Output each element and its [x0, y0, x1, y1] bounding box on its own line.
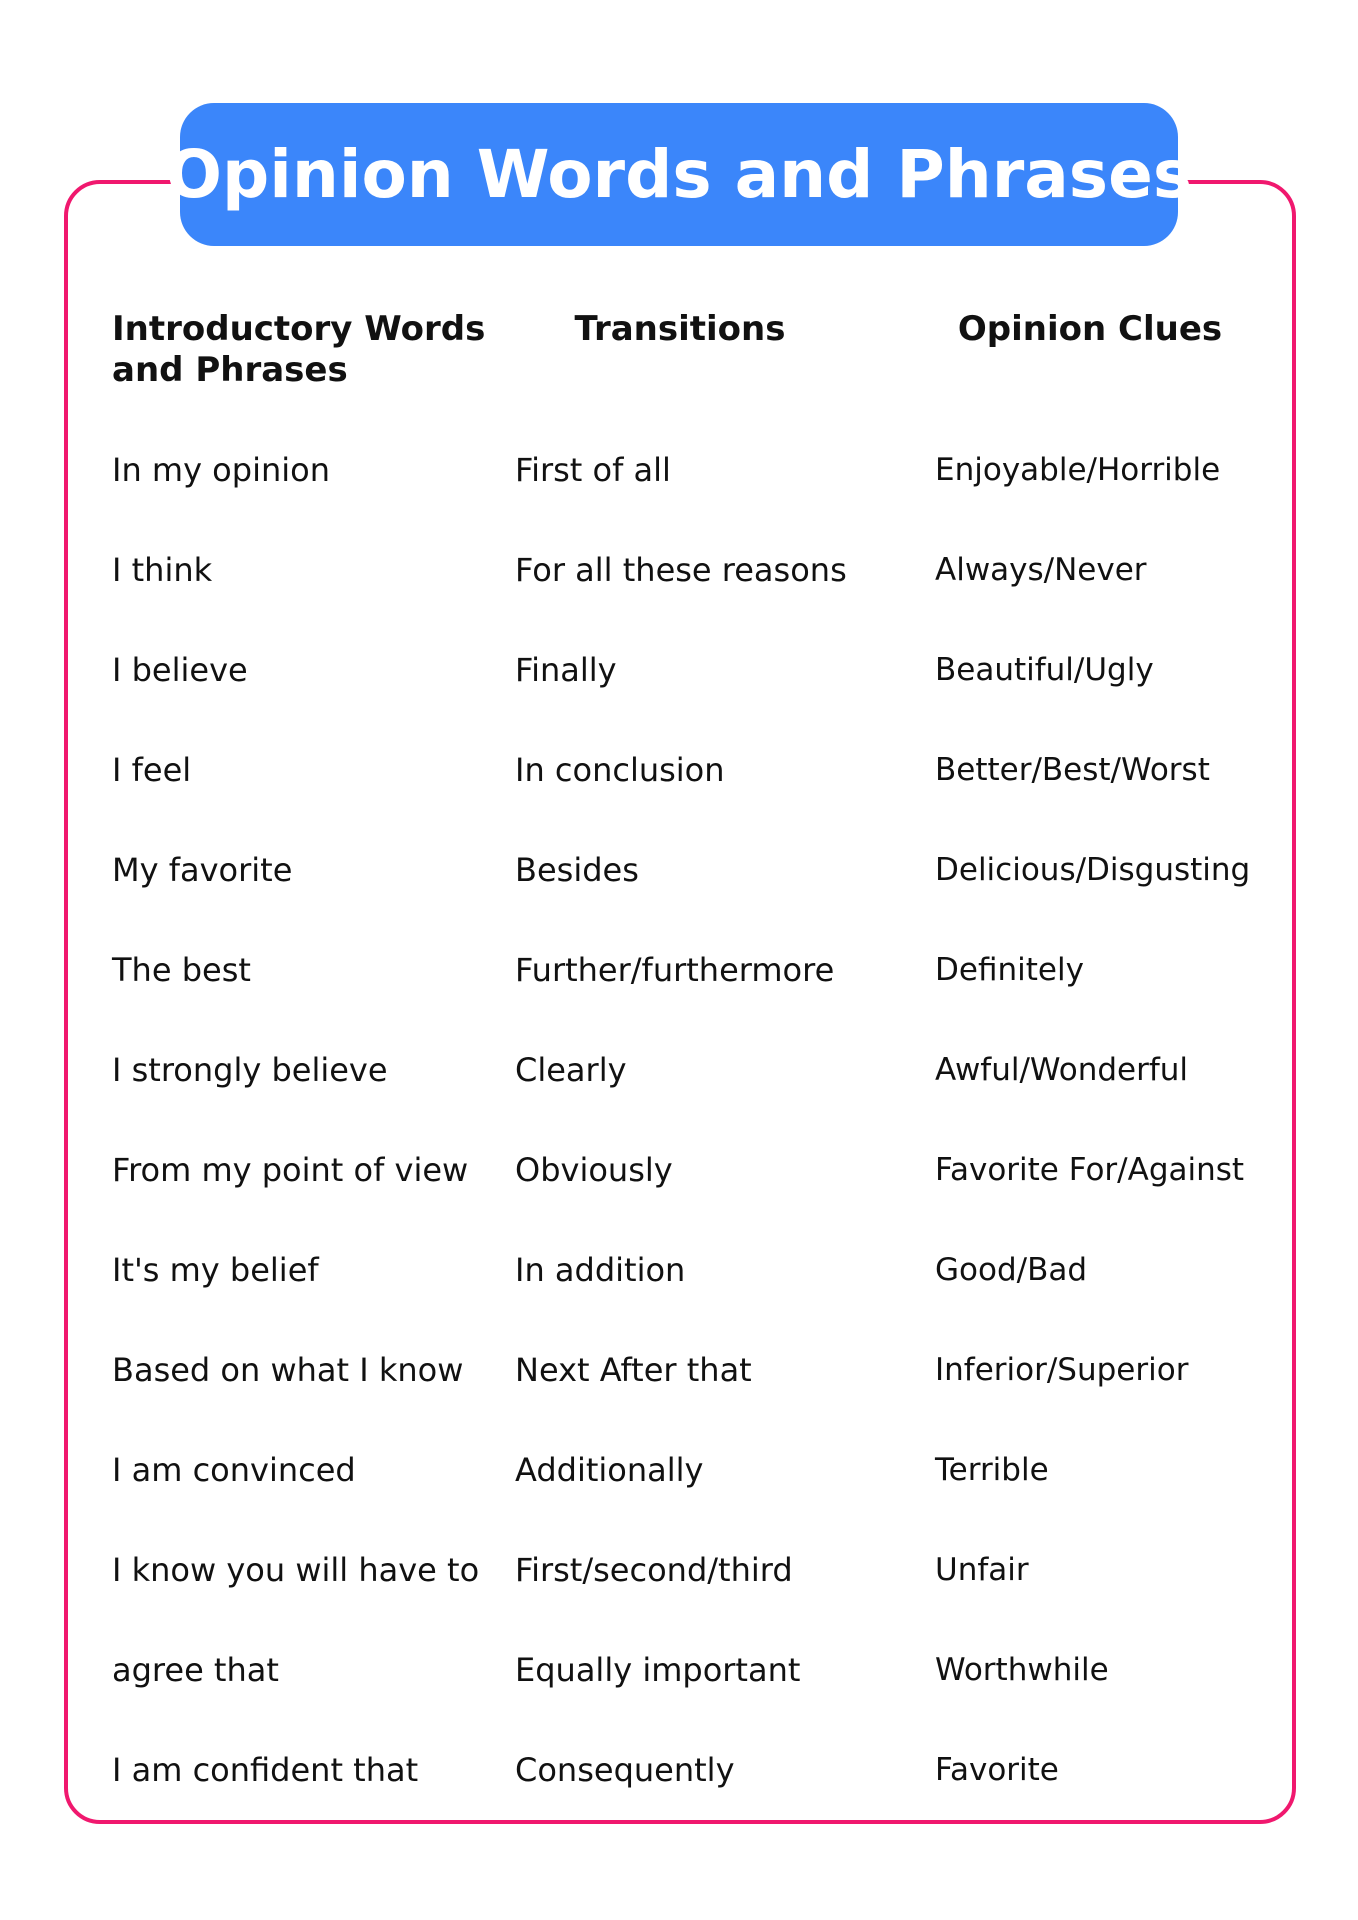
- list-item: Terrible: [935, 1452, 1049, 1488]
- list-item: In addition: [515, 1251, 686, 1289]
- list-item: Clearly: [515, 1051, 627, 1089]
- title-banner: [165, 103, 1193, 246]
- list-item: First of all: [515, 451, 671, 489]
- list-item: Always/Never: [935, 552, 1147, 588]
- list-item: In conclusion: [515, 751, 725, 789]
- list-item: Enjoyable/Horrible: [935, 452, 1221, 488]
- list-item: It's my belief: [112, 1251, 319, 1289]
- page-title: Opinion Words and Phrases: [165, 136, 1193, 213]
- list-item: Next After that: [515, 1351, 752, 1389]
- list-item: Delicious/Disgusting: [935, 852, 1251, 888]
- header-transitions: Transitions: [574, 309, 786, 349]
- list-item: I know you will have to: [112, 1551, 480, 1589]
- header-opinion-clues: Opinion Clues: [957, 309, 1223, 349]
- list-item: I am convinced: [112, 1451, 356, 1489]
- header-introductory: Introductory Words and Phrases: [112, 309, 486, 390]
- opinion-clues-list: [935, 440, 1280, 1840]
- list-item: Unfair: [935, 1552, 1029, 1588]
- list-item: Besides: [515, 851, 639, 889]
- transitions-list: [515, 440, 915, 1840]
- list-item: agree that: [112, 1651, 279, 1689]
- list-item: Obviously: [515, 1151, 673, 1189]
- list-item: The best: [112, 951, 251, 989]
- list-item: Based on what I know: [112, 1351, 464, 1389]
- list-item: Beautiful/Ugly: [935, 652, 1154, 688]
- list-item: From my point of view: [112, 1151, 469, 1189]
- list-item: For all these reasons: [515, 551, 847, 589]
- list-item: Consequently: [515, 1751, 735, 1789]
- list-item: I believe: [112, 651, 248, 689]
- list-item: I feel: [112, 751, 192, 789]
- introductory-list: [112, 440, 502, 1840]
- list-item: I strongly believe: [112, 1051, 388, 1089]
- list-item: Worthwhile: [935, 1652, 1109, 1688]
- list-item: First/second/third: [515, 1551, 793, 1589]
- list-item: Finally: [515, 651, 617, 689]
- list-item: Additionally: [515, 1451, 704, 1489]
- list-item: My favorite: [112, 851, 293, 889]
- list-item: Further/furthermore: [515, 951, 835, 989]
- list-item: Awful/Wonderful: [935, 1052, 1189, 1088]
- list-item: Better/Best/Worst: [935, 752, 1210, 788]
- list-item: Definitely: [935, 952, 1084, 988]
- list-item: Favorite For/Against: [935, 1152, 1245, 1188]
- list-item: Favorite: [935, 1752, 1059, 1788]
- list-item: Good/Bad: [935, 1252, 1088, 1288]
- list-item: In my opinion: [112, 451, 330, 489]
- list-item: I think: [112, 551, 213, 589]
- list-item: I am confident that: [112, 1751, 419, 1789]
- list-item: Inferior/Superior: [935, 1352, 1189, 1388]
- list-item: Equally important: [515, 1651, 801, 1689]
